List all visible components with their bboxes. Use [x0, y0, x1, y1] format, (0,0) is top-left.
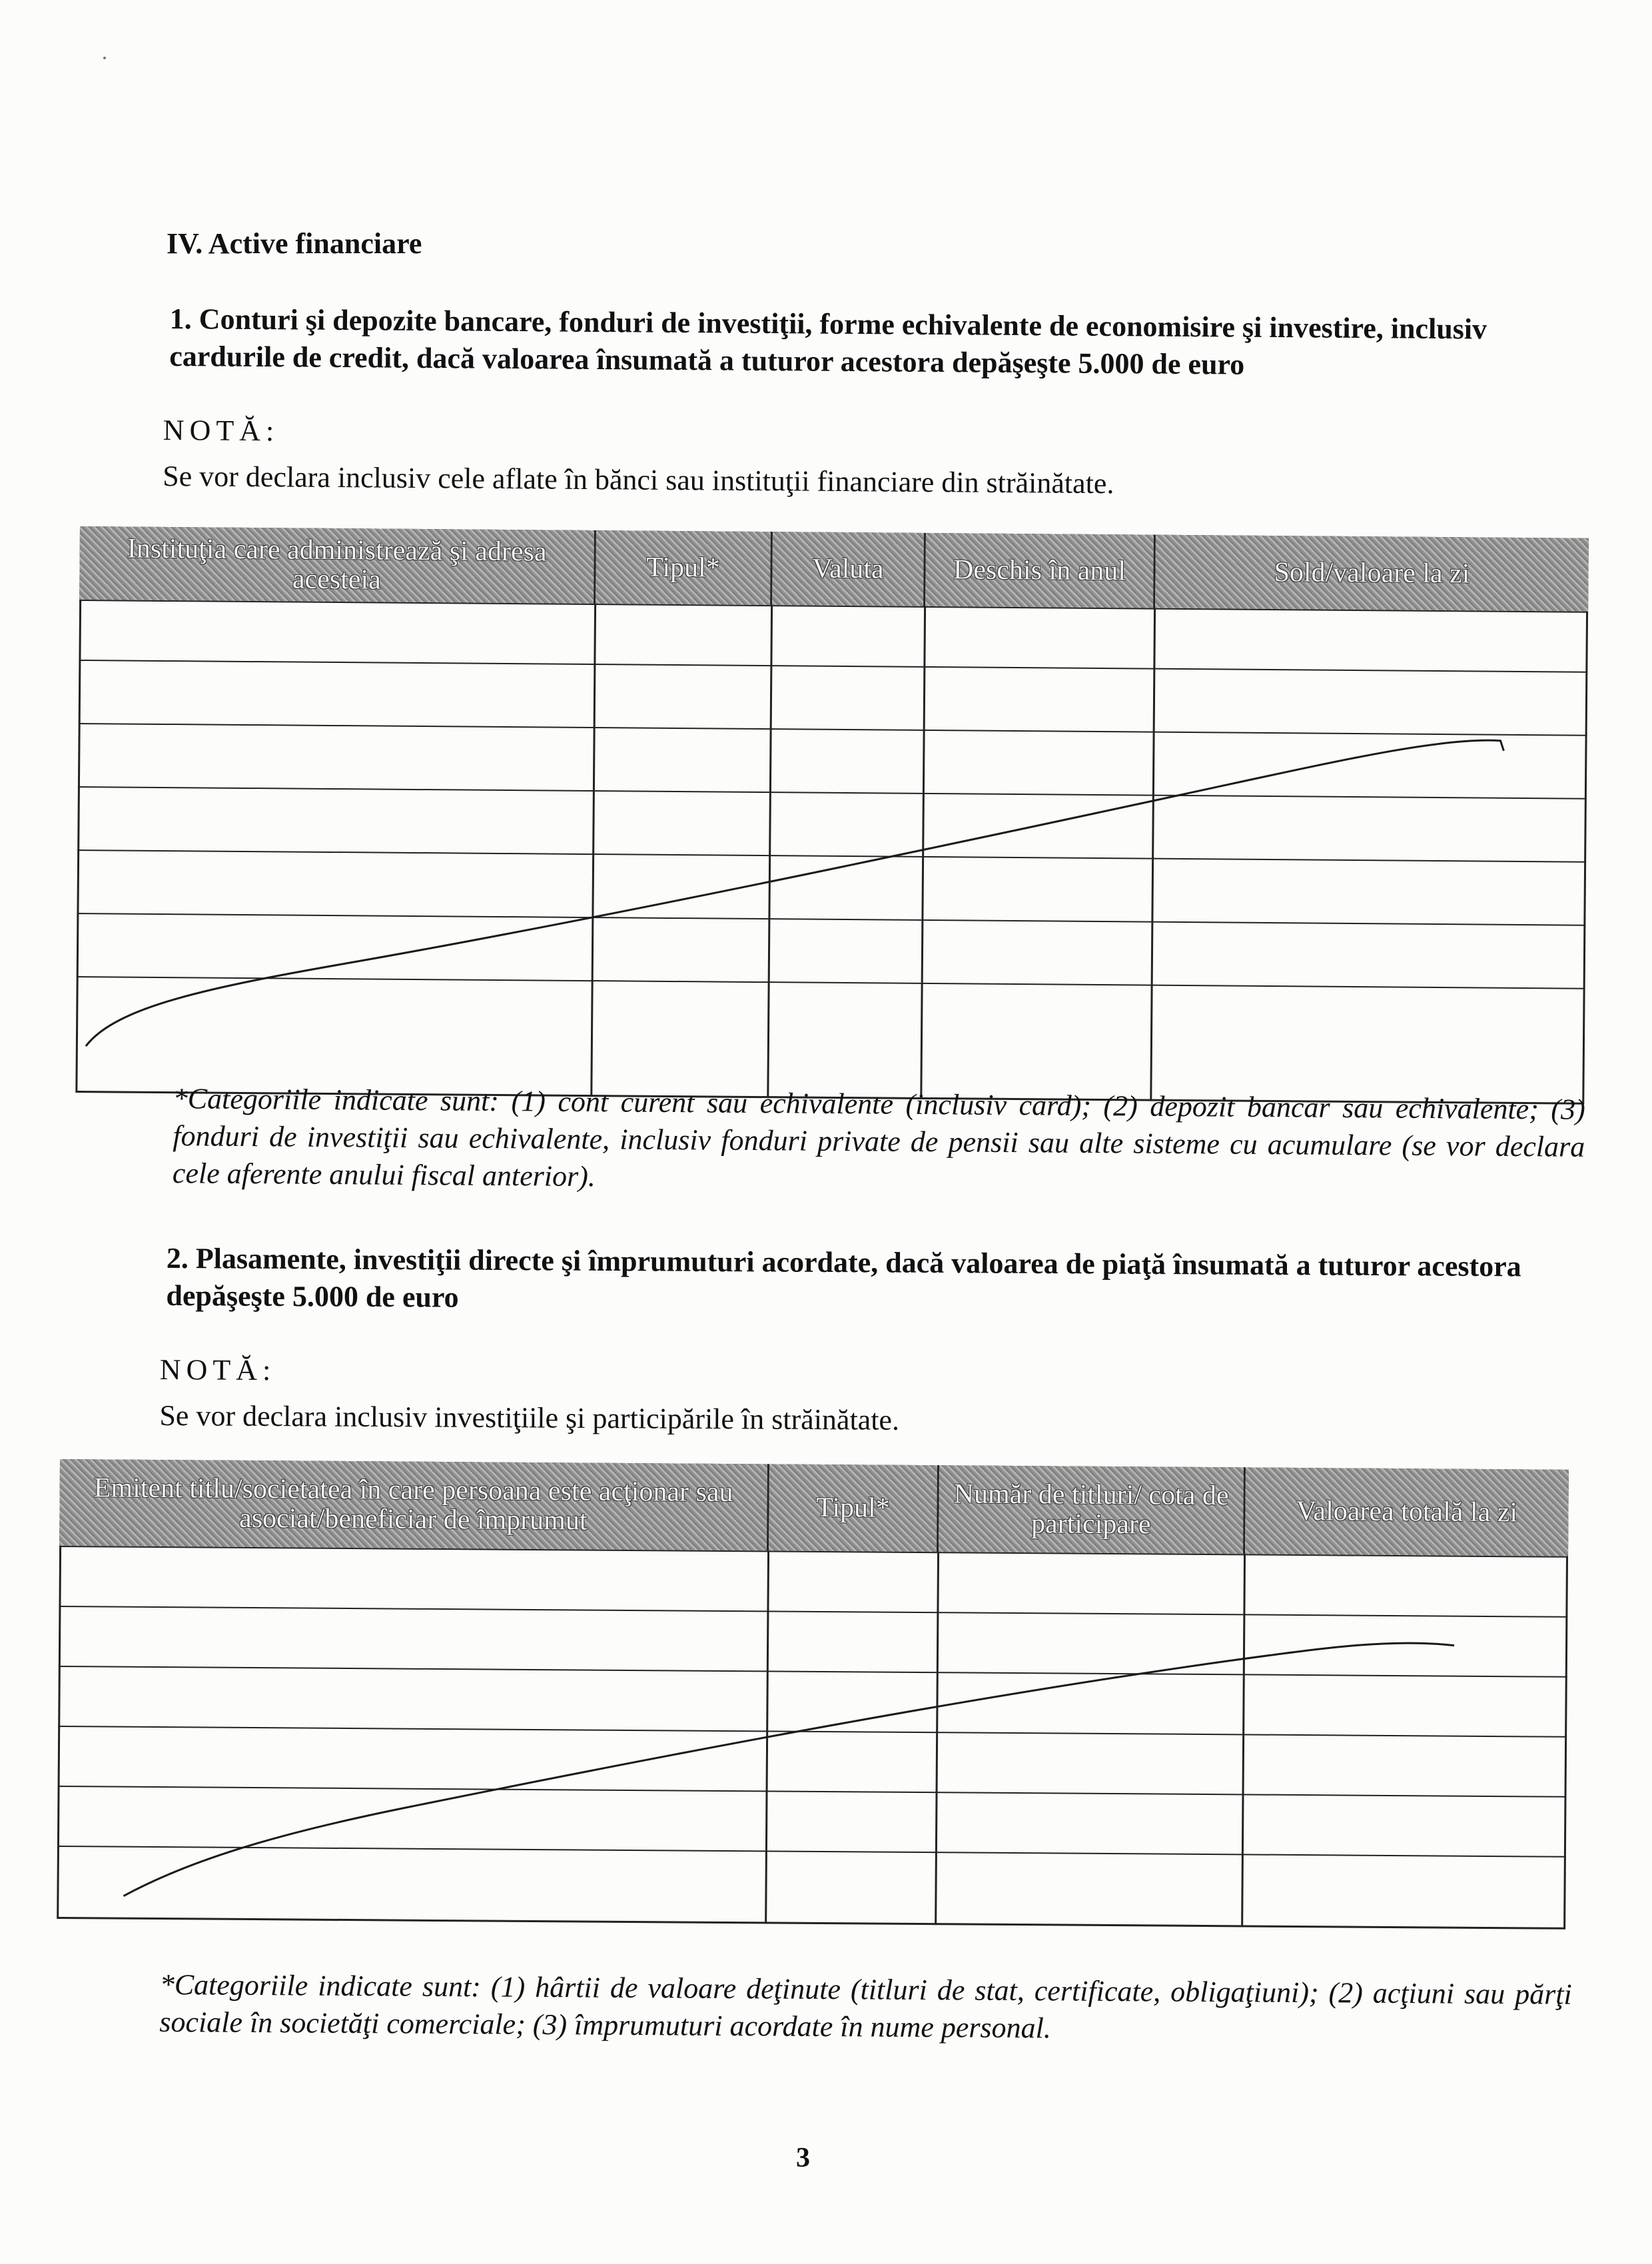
header-label: Tipul* — [646, 552, 720, 584]
part2-footnote — [59, 1966, 1572, 2051]
table-header-type — [769, 1464, 939, 1552]
table-header-issuer — [59, 1459, 769, 1550]
part1-footnote — [73, 1079, 1585, 1203]
part2-heading-text: 2. Plasamente, investiţii directe şi împrumuturi acordate, dacă valoarea de piaţă însumată a tuturor acestora depăşeşte 5.000 de euro — [166, 1241, 1521, 1314]
table-header-total-value — [1245, 1467, 1569, 1556]
header-label: Instituţia care administrează şi adresa acesteia — [127, 533, 547, 596]
table-frame — [75, 526, 1589, 1105]
nota-text: Se vor declara inclusiv investiţiile şi participările în străinătate. — [159, 1399, 900, 1436]
header-label: Emitent titlu/societatea în care persoana este acţionar sau asociat/beneficiar de împrumut — [93, 1472, 733, 1536]
nota-label: NOTĂ: — [159, 1353, 276, 1387]
header-label: Deschis în anul — [953, 554, 1126, 587]
table-header-balance — [1155, 535, 1589, 612]
header-label: Sold/valoare la zi — [1274, 557, 1470, 590]
header-label: Valuta — [812, 553, 884, 585]
table-header-institution — [79, 526, 596, 604]
footnote-text: *Categoriile indicate sunt: (1) cont curent sau echivalente (inclusiv card); (2) depozit bancar sau echivalente; (3) fonduri de investiţii sau echivalente, inclusiv fonduri private de pensii sau alte sisteme cu acumulare (se vor declara cele aferente anului fiscal anterior). — [172, 1082, 1585, 1193]
header-label: Tipul* — [816, 1492, 890, 1524]
header-label: Valoarea totală la zi — [1296, 1495, 1518, 1528]
table-header-titles-count — [939, 1465, 1246, 1554]
page-number: 3 — [796, 2143, 810, 2173]
part1-heading — [89, 300, 1602, 386]
scan-speck — [103, 57, 106, 59]
part2-heading — [66, 1239, 1592, 1323]
nota-text: Se vor declara inclusiv cele aflate în bănci sau instituţii financiare din străinătate. — [163, 459, 1114, 500]
section-title: IV. Active financiare — [167, 227, 422, 260]
accounts-table — [75, 526, 1589, 1105]
nota-label: NOTĂ: — [163, 413, 280, 448]
part2-nota — [159, 1353, 899, 1437]
part1-nota — [163, 413, 1114, 500]
table-header-type — [596, 530, 773, 605]
table-header-currency — [772, 532, 926, 606]
table-header-opened-year — [925, 533, 1156, 608]
investments-table — [57, 1459, 1569, 1930]
part1-heading-text: 1. Conturi şi depozite bancare, fonduri de investiţii, forme echivalente de economisire şi investire, inclusiv cardurile de credit, dacă valoarea însumată a tuturor acestora depăşeşte 5.000 de euro — [169, 302, 1487, 381]
header-label: Număr de titluri/ cota de participare — [953, 1478, 1229, 1540]
footnote-text: *Categoriile indicate sunt: (1) hârtii de valoare deţinute (titluri de stat, certificate, obligaţiuni); (2) acţiuni sau părţi sociale în societăţi comerciale; (3) împrumuturi acordate în nume personal. — [159, 1968, 1572, 2045]
